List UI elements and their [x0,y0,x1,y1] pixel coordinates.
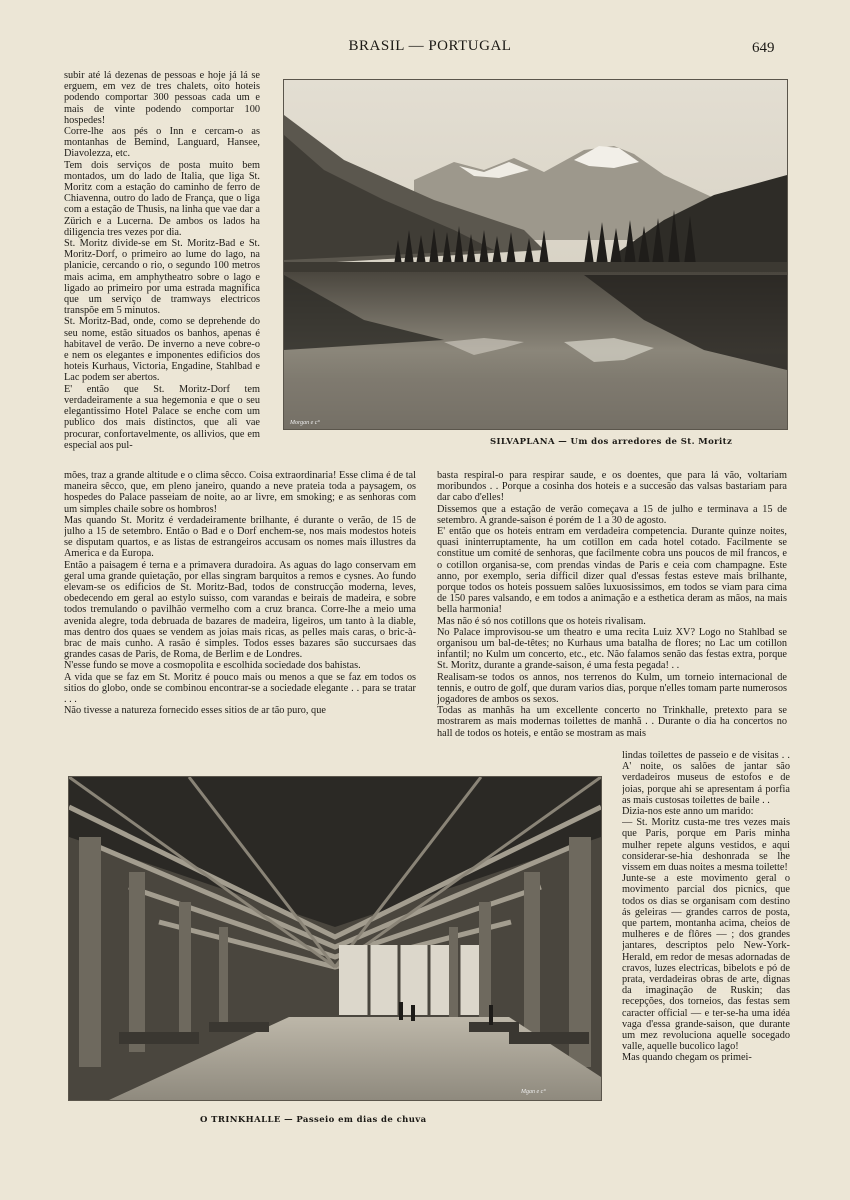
trinkhalle-hall-image [69,777,601,1100]
running-title: BRASIL — PORTUGAL [348,38,512,54]
photo-caption-silvaplana: SILVAPLANA — Um dos arredores de St. Moritz [490,437,733,447]
photo-trinkhalle [68,776,602,1101]
photo-silvaplana [283,79,788,430]
text-column-right: basta respiral-o para respirar saude, e os doentes, que para lá vão, voltariam moribundos . . Porque a cosinha dos hoteis e a succesão das valsas bastariam para dar cabo d'elles! Dissemos que a estação de verão começava a 15 de julho e terminava a 15 de setembro. A grande-saison é porém de 1 a 30 de agosto. E' então que os hoteis entram em verdadeira competencia. Durante quinze noites, quasi ininterruptamente, ha um cotillon em cada hotel cotado. Facilmente se constitue um comité de senhoras, que facilmente cobra uns poucos de mil francos, e o cotillon organisa-se, com prendas vindas de Paris e ceia com champagne. Este anno, por exemplo, seria difficil dizer qual d'essas festas esteve mais brilhante, porque todos os hoteis possuem salões luxuosissimos, em todos se viam para cima de 150 pares valsando, e em todos a animação e a esthetica deram as mãos, na mais bella harmonia! Mas não é só nos cotillons que os hoteis rivalisam. No Palace improvisou-se um theatro e uma recita Luiz XV? Logo no Stahlbad se organisou um bal-de-têtes; no Kurhaus uma batalha de flores; no Lac um cotillon infantil; no Kulm um concerto, etc., etc. Não falamos senão das festas extra, porque St. Moritz, durante a grande-saison, é uma festa pegada! . . Realisam-se todos os annos, nos terrenos do Kulm, um torneio internacional de tennis, e outro de golf, que duram varios dias, porque n'elles tomam parte numerosos jogadores de ambos os sexos. Todas as manhãs ha um excellente concerto no Trinkhalle, pretexto para se mostrarem as mais modernas toilettes de manhã . . Durante o dia ha concertos no hall de todos os hoteis, e então se mostram as mais [437,470,787,739]
silvaplana-landscape-image [284,80,787,429]
text-column-right-bottom: lindas toilettes de passeio e de visitas . . A' noite, os salões de jantar são verdadeiros museus de estofos e de joias, porque ahi se apresentam á porfia as mais custosas toilettes de baile . . Dizia-nos este anno um marido: — St. Moritz custa-me tres vezes mais que Paris, porque em Paris minha mulher repete alguns vestidos, e aqui considerar-se-hia deshonrada se lhe vissem em duas noites a mesma toilette! Junte-se a este movimento geral o movimento parcial dos picnics, que todos os dias se organisam com destino ás geleiras — grandes carros de posta, que partem, montanha acima, cheios de mulheres e de flôres — ; dos grandes jantares, descriptos pelo New-York-Herald, em redor de mesas adornadas de cravos, luzes electricas, bibelots e pó de prata, verdadeiras obras de arte, dignas da imaginação de Ruskin; das recepções, dos torneios, das festas sem caracter official — e ter-se-ha uma idéa vaga d'essa grande-saison, que durante um mez revoluciona aquelle socegado valle, aquelle bucolico lago! Mas quando chegam os primei- [622,750,790,1064]
photo-caption-trinkhalle: O TRINKHALLE — Passeio em dias de chuva [200,1115,427,1125]
text-column-left-top: subir até lá dezenas de pessoas e hoje já lá se erguem, em vez de tres chalets, oito hoteis podendo comportar 300 pessoas cada um e mais de vinte podendo comportar 100 hospedes! Corre-lhe aos pés o Inn e cercam-o as montanhas de Bemind, Languard, Hansee, Diavolezza, etc. Tem dois serviços de posta muito bem montados, um do lado de Italia, que liga St. Moritz com a estação do caminho de ferro de Chiavenna, outro do lado de França, que o liga com a estação de Thusis, na linha que vae dar a Zürich e a Lucerna. De ambos os lados ha diligencia tres vezes por dia. St. Moritz divide-se em St. Moritz-Bad e St. Moritz-Dorf, o primeiro ao lume do lago, na planicie, cercando o rio, o segundo 100 metros mais acima, em amphytheatro sobre o lago e ligado ao primeiro por uma estrada magnifica que um serviço de tramways electricos transpõe em 5 minutos. St. Moritz-Bad, onde, como se deprehende do seu nome, estão situados os banhos, apenas é habitavel de verão. De inverno a neve cobre-o e nem os elegantes e imponentes edificios dos hoteis Kurhaus, Victoria, Engadine, Stahlbad e Lac podem ser abertos. E' então que St. Moritz-Dorf tem verdadeiramente a sua hegemonia e que o seu elegantissimo Hotel Palace se enche com um publico dos mais distinctos, que ali vae procurar, confortavelmente, os allivios, que em especial aos pul- [64,70,260,451]
page-number: 649 [752,40,775,56]
photographer-mark: Mgan e c° [521,1089,546,1095]
text-column-left: mões, traz a grande altitude e o clima sêcco. Coisa extraordinaria! Esse clima é de tal maneira sêcco, que, em pleno janeiro, quando a neve prateia toda a paysagem, os hospedes do Palace passeiam de noite, ao ar livre, em smoking; e as senhoras com um simples chaile sobre os hombros! Mas quando St. Moritz é verdadeiramente brilhante, é durante o verão, de 15 de julho a 15 de setembro. Então o Bad e o Dorf enchem-se, nos mais modestos hoteis se disputam quartos, e as listas de estrangeiros accusam os nomes mais illustres da America e da Europa. Então a paisagem é terna e a primavera duradoira. As aguas do lago conservam em geral uma grande quietação, por ellas singram barquitos a remos e cysnes. Ao fundo elevam-se os edificios de St. Moritz-Bad, todos de construcção moderna, leves, obedecendo em geral ao estylo suisso, com varandas e beirais de madeira, e sobre todos tremulando o pavilhão vermelho com a cruz branca. Corre-lhe a meio uma avenida alegre, toda debruada de bazares de madeira, ligeiros, um tanto à la diable, mas dentro dos quaes se vendem as joias mais ricas, as pelles mais caras, o bric-à-brac de mais cunho. A rasão é simples. Todos esses bazares são succursaes das grandes casas de Paris, de Roma, de Berlim e de Londres. N'esse fundo se move a cosmopolita e escolhida sociedade dos bahistas. A vida que se faz em St. Moritz é pouco mais ou menos a que se faz em todos os sitios do globo, onde se combinou encontrar-se a sociedade elegante . . para se tratar . . . Não tivesse a natureza fornecido esses sitios de ar tão puro, que [64,470,416,717]
photographer-mark: Morgan e c° [290,420,320,426]
